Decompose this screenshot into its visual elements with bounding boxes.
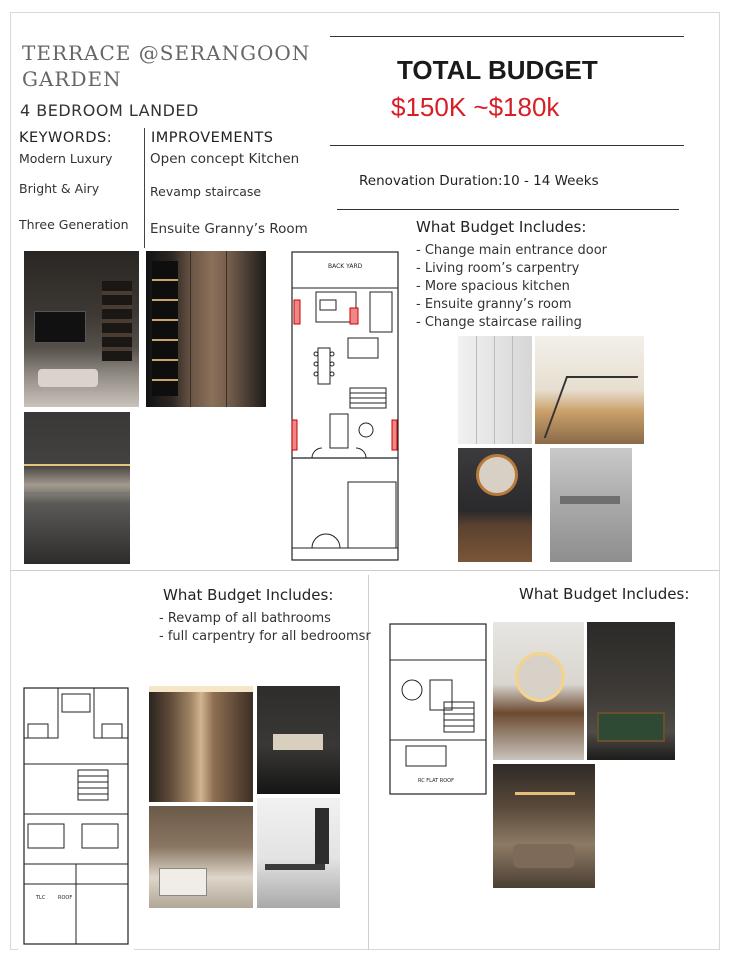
divider-line [330,36,684,37]
list-item: - Ensuite granny’s room [416,297,572,312]
project-title-line2: GARDEN [22,67,122,91]
second-floor-plan [18,684,134,954]
keywords-heading: KEYWORDS: [19,130,113,146]
project-title [22,40,310,92]
list-item: - Change main entrance door [416,243,608,258]
plan-label: ROOF [58,895,73,901]
list-item: - full carpentry for all bedroomsr [159,629,371,644]
improvement-item: Ensuite Granny’s Room [150,221,308,237]
section2-title: What Budget Includes: [163,586,334,604]
property-type: 4 BEDROOM LANDED [20,101,199,120]
entertainment-room-photo [587,622,675,760]
project-title-line1: TERRACE @SERANGOON [22,41,311,65]
entrance-door-photo [458,336,532,444]
ground-floor-plan [286,248,404,566]
improvement-item: Revamp staircase [150,184,262,199]
section3-title: What Budget Includes: [519,585,690,603]
granny-bathroom-vanity-photo [458,448,532,562]
attic-floor-plan-drawing [384,620,492,800]
plan-label: BACK YARD [328,263,363,270]
plan-label: TLC [36,895,46,901]
list-item: - Revamp of all bathrooms [159,611,331,626]
section2-list [159,610,371,646]
column-divider [144,128,145,248]
study-room-photo [257,798,340,908]
plan-label: RC FLAT ROOF [418,778,454,784]
divider-line [330,145,684,146]
improvement-item: Open concept Kitchen [150,151,300,167]
budget-range: $150K ~$180k [391,92,560,122]
divider-line [337,209,679,210]
list-item: - Living room’s carpentry [416,261,580,276]
attic-floor-plan [384,620,492,800]
storage-cabinet-photo [146,251,266,407]
keyword-item: Three Generation [19,217,129,232]
staircase-photo [535,336,644,444]
shower-photo [550,448,632,562]
walk-in-wardrobe-photo [149,686,253,802]
keyword-item: Modern Luxury [19,151,113,166]
improvements-heading: IMPROVEMENTS [151,130,274,146]
total-budget-label: TOTAL BUDGET [397,55,598,85]
section1-title: What Budget Includes: [416,218,587,236]
list-item: - Change staircase railing [416,315,582,330]
master-bathroom-photo [493,622,584,760]
section1-list [416,242,607,332]
list-item: - More spacious kitchen [416,279,570,294]
bedroom-vanity-photo [257,686,340,794]
family-lounge-photo [493,764,595,888]
ground-floor-plan-drawing [286,248,404,566]
section-divider [10,570,720,571]
renovation-duration: Renovation Duration:10 - 14 Weeks [359,173,599,189]
bedroom-photo [149,806,253,908]
living-room-photo [24,251,139,407]
keyword-item: Bright & Airy [19,181,100,196]
kitchen-photo [24,412,130,564]
second-floor-plan-drawing [18,684,134,954]
